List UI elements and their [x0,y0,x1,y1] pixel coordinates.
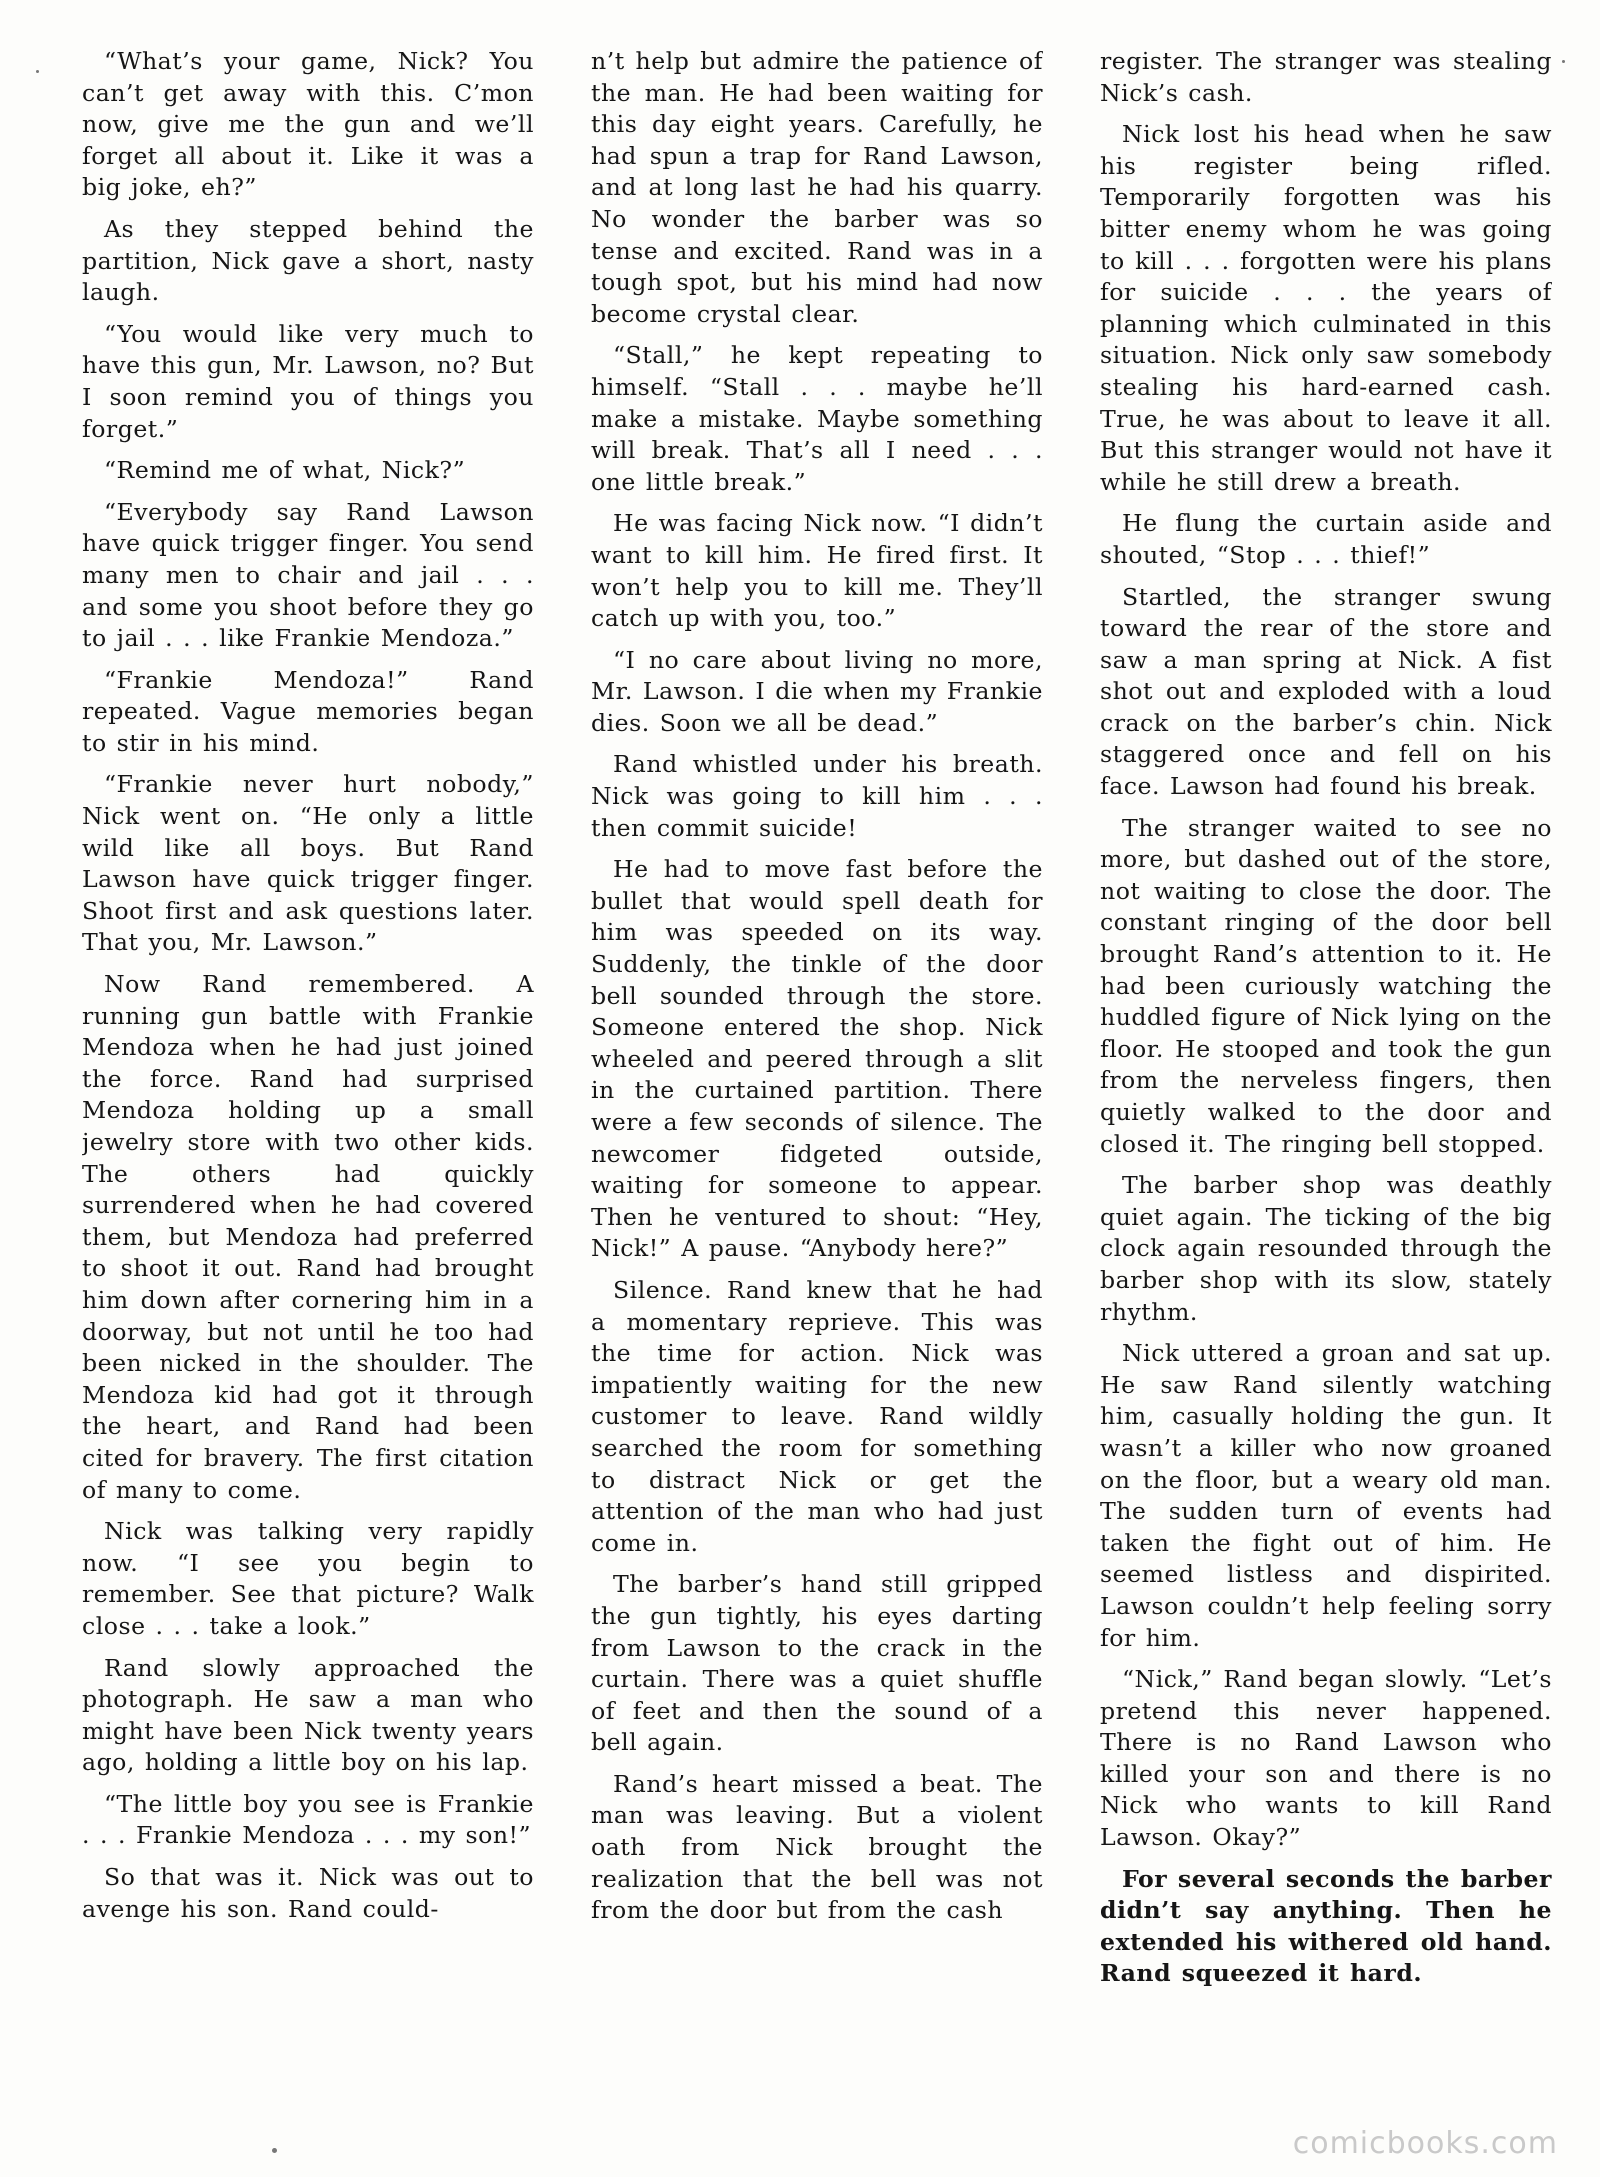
story-paragraph: “Everybody say Rand Lawson have quick trigger finger. You send many men to chair and jail . . . and some you shoot before they go to jail . . . like Frankie Mendoza.” [82,497,534,653]
story-paragraph: “Stall,” he kept repeating to himself. “Stall . . . maybe he’ll make a mistake. Maybe something will break. That’s all I need . . . one little break.” [591,341,1043,496]
story-paragraph: “Nick,” Rand began slowly. “Let’s pretend this never happened. There is no Rand Lawson who killed your son and there is no Nick who wants to kill Rand Lawson. Okay?” [1100,1665,1552,1852]
story-paragraph: For several seconds the barber didn’t say anything. Then he extended his withered old hand. Rand squeezed it hard. [1100,1864,1552,1988]
text-columns [82,46,1552,2126]
story-paragraph: He had to move fast before the bullet that would spell death for him was speeded on its way. Suddenly, the tinkle of the door bell sounded through the store. Someone entered the shop. Nick wheeled and peered through a slit in the curtained partition. There were a few seconds of silence. The newcomer fidgeted outside, waiting for someone to appear. Then he ventured to shout: “Hey, Nick!” A pause. “Anybody here?” [591,855,1043,1263]
story-paragraph: The barber shop was deathly quiet again. The ticking of the big clock again resounded through the barber shop with its slow, stately rhythm. [1100,1171,1552,1326]
story-paragraph: “Frankie never hurt nobody,” Nick went on. “He only a little wild like all boys. But Rand Lawson have quick trigger finger. Shoot first and ask questions later. That you, Mr. Lawson.” [82,770,534,957]
story-paragraph: Nick uttered a groan and sat up. He saw Rand silently watching him, casually holding the gun. It wasn’t a killer who now groaned on the floor, but a weary old man. The sudden turn of events had taken the fight out of him. He seemed listless and dispirited. Lawson couldn’t help feeling sorry for him. [1100,1339,1552,1652]
watermark-text: comicbooks.com [1292,2126,1558,2161]
story-paragraph: “Remind me of what, Nick?” [104,456,466,485]
story-paragraph: Rand’s heart missed a beat. The man was leaving. But a violent oath from Nick brought the realization that the bell was not from the door but from the cash [591,1769,1043,1925]
story-paragraph: He was facing Nick now. “I didn’t want to kill him. He fired first. It won’t help you to kill me. They’ll catch up with you, too.” [591,509,1043,633]
story-paragraph: Rand slowly approached the photograph. He saw a man who might have been Nick twenty years ago, holding a little boy on his lap. [82,1653,534,1777]
column-1 [82,46,534,2126]
story-paragraph: So that was it. Nick was out to avenge his son. Rand could- [82,1863,534,1923]
story-paragraph: register. The stranger was stealing Nick’s cash. [1100,47,1552,107]
story-paragraph: n’t help but admire the patience of the man. He had been waiting for this day eight years. Carefully, he had spun a trap for Rand Lawson, and at long last he had his quarry. No wonder the barber was so tense and excited. Rand was in a tough spot, but his mind had now become crystal clear. [591,47,1043,328]
story-paragraph: The barber’s hand still gripped the gun tightly, his eyes darting from Lawson to the crack in the curtain. There was a quiet shuffle of feet and then the sound of a bell again. [591,1570,1043,1757]
story-paragraph: He flung the curtain aside and shouted, “Stop . . . thief!” [1100,509,1552,569]
story-paragraph: “I no care about living no more, Mr. Lawson. I die when my Frankie dies. Soon we all be dead.” [591,645,1043,737]
story-paragraph: “You would like very much to have this gun, Mr. Lawson, no? But I soon remind you of things you forget.” [82,319,534,443]
print-speck [36,70,39,73]
story-paragraph: “The little boy you see is Frankie . . . Frankie Mendoza . . . my son!” [82,1789,534,1850]
column-2 [591,46,1043,2126]
print-speck [1562,60,1565,63]
story-paragraph: Startled, the stranger swung toward the rear of the store and saw a man spring at Nick. A fist shot out and exploded with a loud crack on the barber’s chin. Nick staggered once and fell on his face. Lawson had found his break. [1100,582,1552,801]
story-paragraph: Now Rand remembered. A running gun battle with Frankie Mendoza when he had just joined the force. Rand had surprised Mendoza holding up a small jewelry store with two other kids. The others had quickly surrendered when he had covered them, but Mendoza had preferred to shoot it out. Rand had brought him down after cornering him in a doorway, but not until he too had been nicked in the shoulder. The Mendoza kid had got it through the heart, and Rand had been cited for bravery. The first citation of many to come. [82,970,534,1504]
print-speck [272,2148,277,2153]
story-paragraph: Silence. Rand knew that he had a momentary reprieve. This was the time for action. Nick was impatiently waiting for the new customer to leave. Rand wildly searched the room for something to distract Nick or get the attention of the man who had just come in. [591,1275,1043,1557]
column-3 [1100,46,1552,2126]
story-paragraph: Rand whistled under his breath. Nick was going to kill him . . . then commit suicide! [591,750,1043,842]
story-paragraph: “What’s your game, Nick? You can’t get away with this. C’mon now, give me the gun and we’ll forget all about it. Like it was a big joke, eh?” [82,47,534,202]
story-paragraph: As they stepped behind the partition, Nick gave a short, nasty laugh. [82,214,534,307]
story-paragraph: The stranger waited to see no more, but dashed out of the store, not waiting to close the door. The constant ringing of the door bell brought Rand’s attention to it. He had been curiously watching the huddled figure of Nick lying on the floor. He stooped and took the gun from the nerveless fingers, then quietly walked to the door and closed it. The ringing bell stopped. [1100,813,1552,1158]
story-paragraph: Nick lost his head when he saw his register being rifled. Temporarily forgotten was his bitter enemy whom he was going to kill . . . forgotten were his plans for suicide . . . the years of planning which culminated in this situation. Nick only saw somebody stealing his hard-earned cash. True, he was about to leave it all. But this stranger would not have it while he still drew a breath. [1100,120,1552,496]
story-paragraph: “Frankie Mendoza!” Rand repeated. Vague memories began to stir in his mind. [82,665,534,757]
story-paragraph: Nick was talking very rapidly now. “I see you begin to remember. See that picture? Walk close . . . take a look.” [82,1517,534,1640]
